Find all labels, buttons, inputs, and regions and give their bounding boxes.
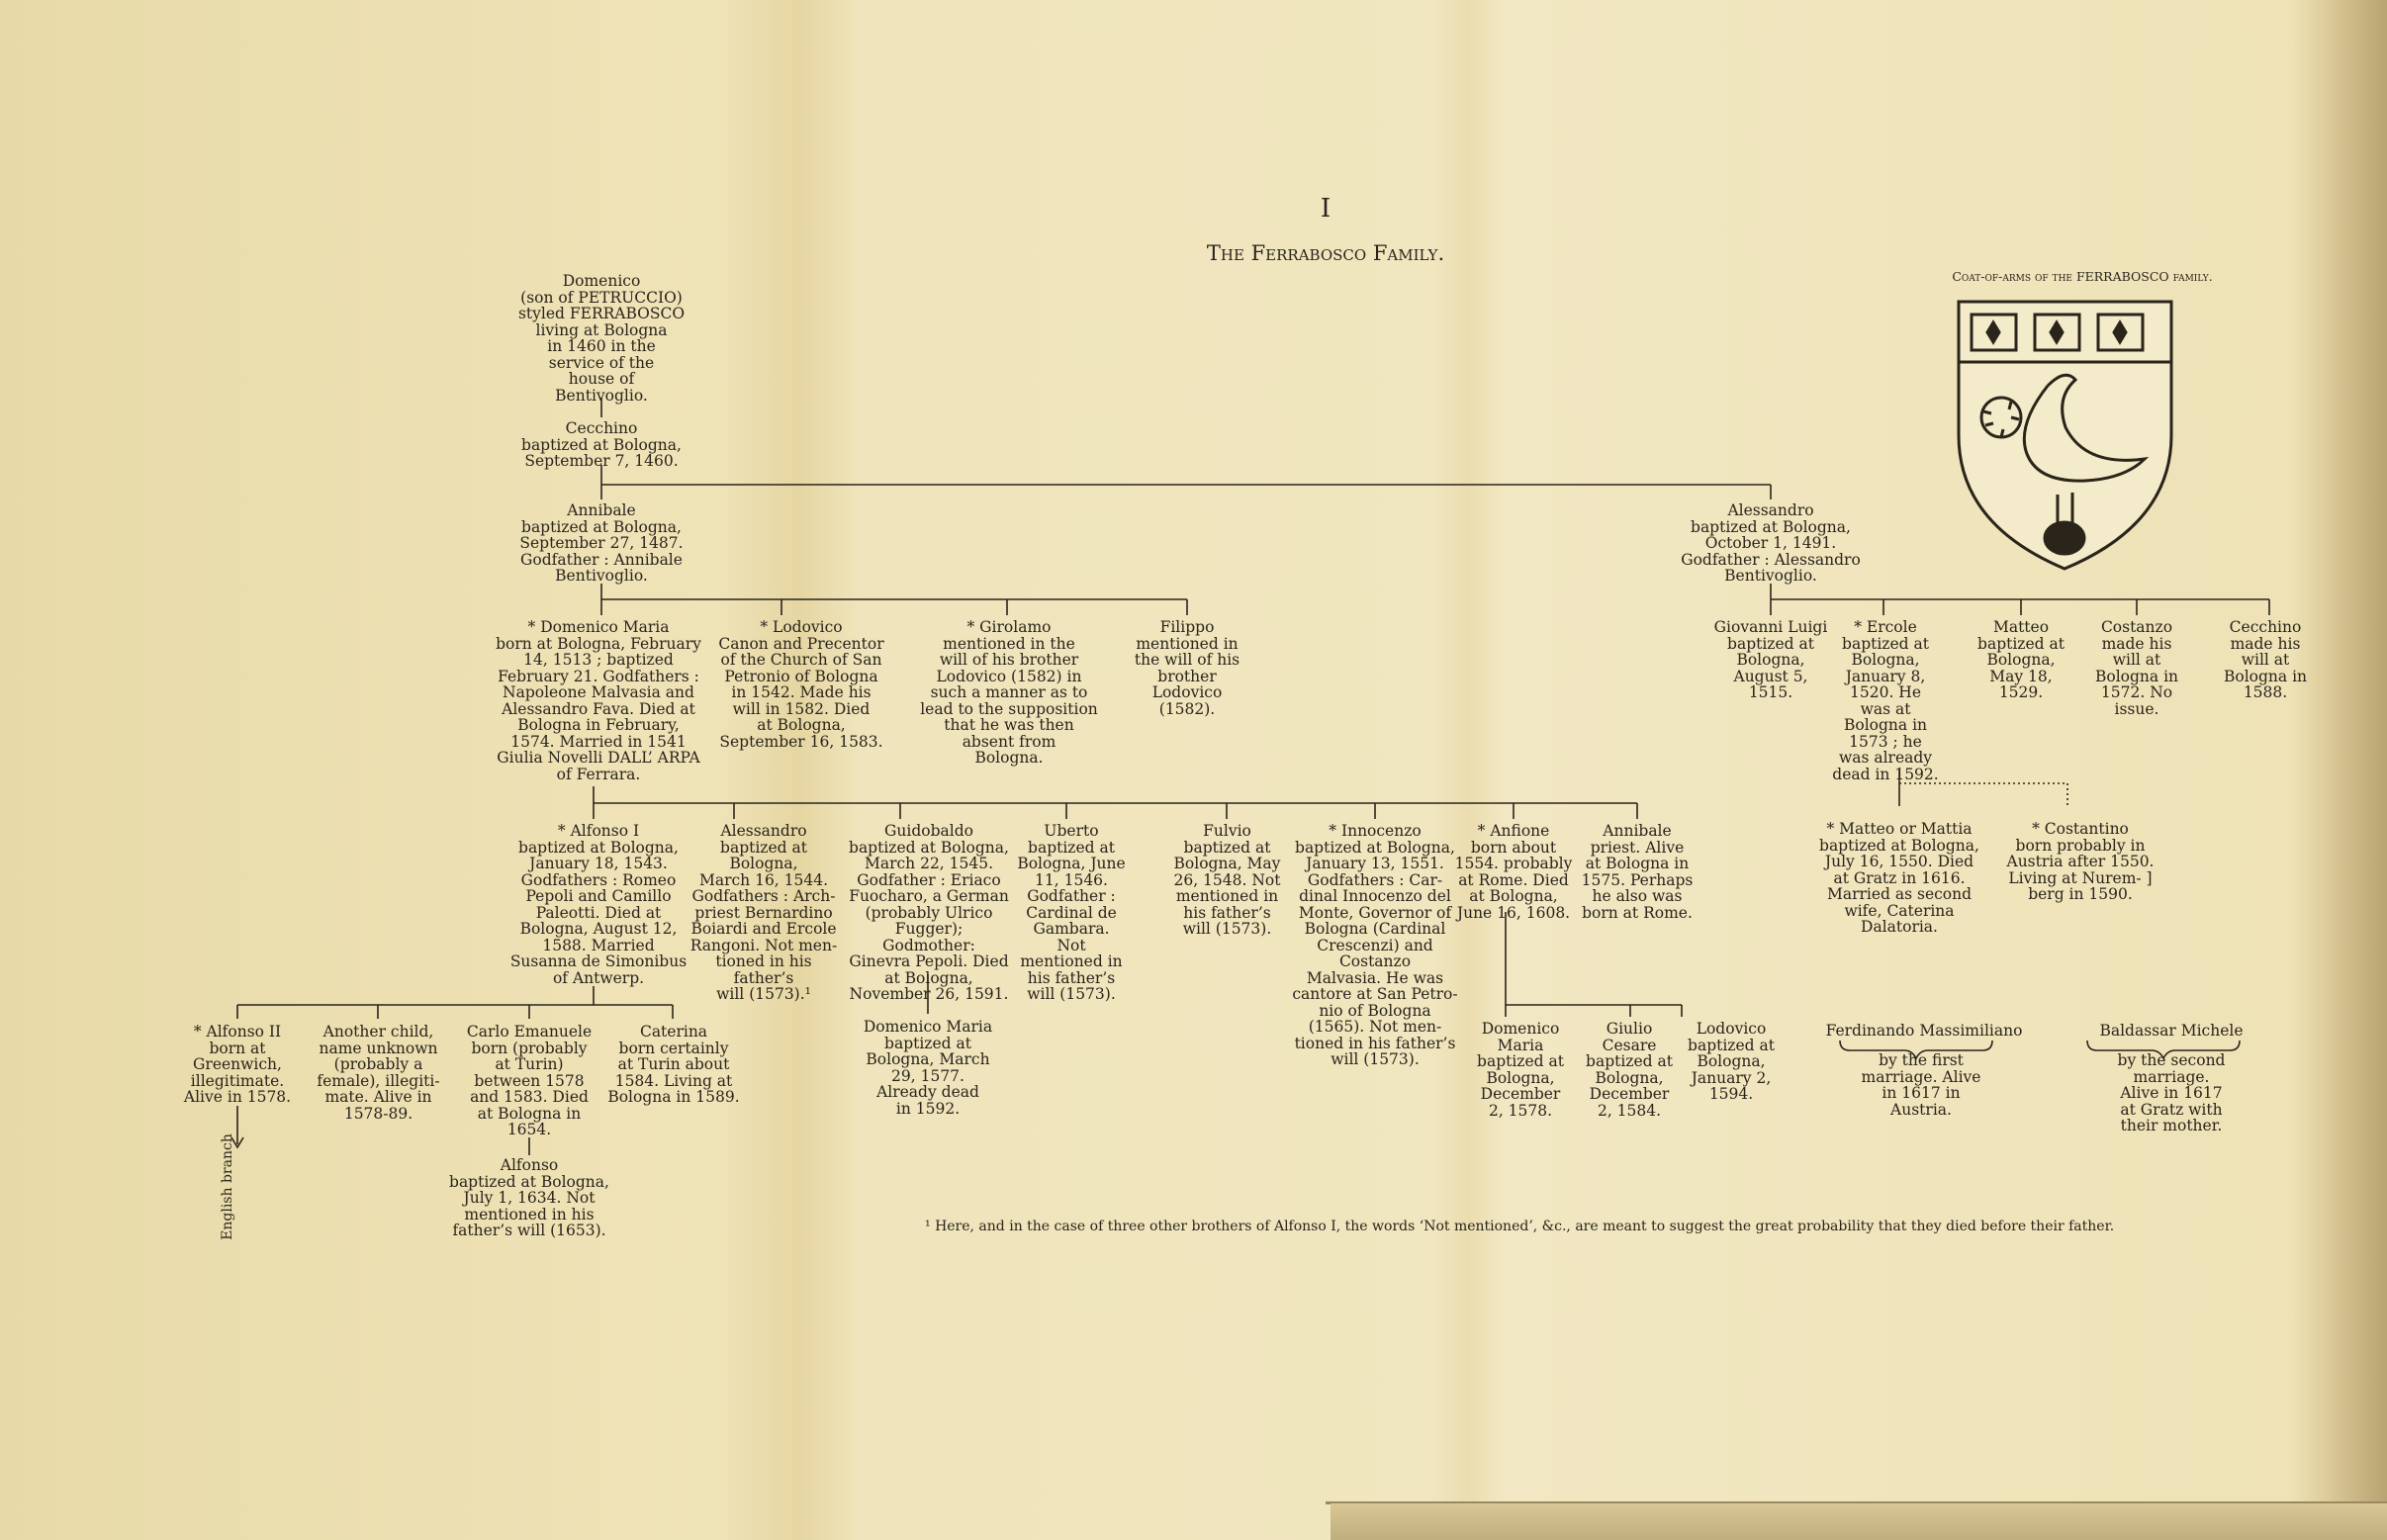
person-alessandro-1544: Alessandro baptized at Bologna, March 16, 1544. Godfathers : Arch- priest Bernardino Boiardi and Ercole Rangoni. Not men- tioned in his father’s will (1573).¹ <box>689 822 838 1003</box>
person-lodovico-1594: Lodovico baptized at Bologna, January 2, 1594. <box>1688 1020 1775 1103</box>
person-lodovico-1583: * Lodovico Canon and Precentor of the Church of San Petronio of Bologna in 1542. Made his will in 1582. Died at Bologna, September 16, 1583. <box>718 618 884 751</box>
person-domenico-maria-1577: Domenico Maria baptized at Bologna, March 29, 1577. Already dead in 1592. <box>863 1018 993 1118</box>
person-fulvio: Fulvio baptized at Bologna, May 26, 1548. Not mentioned in his father’s will (1573). <box>1173 822 1281 938</box>
page-title: The Ferrabosco Family. <box>1206 241 1445 265</box>
note-first-marriage: by the first marriage. Alive in 1617 in Austria. <box>1861 1051 1981 1119</box>
person-costantino: * Costantino born probably in Austria after 1550. Living at Nurem- ] berg in 1590. <box>2006 820 2155 903</box>
person-matteo-1529: Matteo baptized at Bologna, May 18, 1529. <box>1977 618 2065 701</box>
person-carlo-emanuele: Carlo Emanuele born (probably at Turin) between 1578 and 1583. Died at Bologna in 1654. <box>466 1023 593 1138</box>
person-domenico: Domenico (son of PETRUCCIO) styled FERRABOSCO living at Bologna in 1460 in the service of the house of Bentivoglio. <box>517 272 686 405</box>
person-girolamo: * Girolamo mentioned in the will of his brother Lodovico (1582) in such a manner as to lead to the supposition that he was then absent from Bologna. <box>920 618 1098 767</box>
person-annibale-1487: Annibale baptized at Bologna, September 27, 1487. Godfather : Annibale Bentivoglio. <box>519 501 684 585</box>
person-uberto: Uberto baptized at Bologna, June 11, 1546. Godfather : Cardinal de Gambara. Not mentioned in his father’s will (1573). <box>1017 822 1126 1003</box>
person-caterina: Caterina born certainly at Turin about 1584. Living at Bologna in 1589. <box>607 1023 740 1106</box>
person-domenico-maria: * Domenico Maria born at Bologna, February 14, 1513 ; baptized February 21. Godfathers : Napoleone Malvasia and Alessandro Fava. Died at Bologna in February, 1574. Married in 1541 Giulia Novelli DALL’ ARPA of Ferrara. <box>496 618 701 783</box>
person-alfonso-ii: * Alfonso II born at Greenwich, illegitimate. Alive in 1578. <box>183 1023 292 1106</box>
coat-caption: Coat-of-arms of the FERRABOSCO family. <box>1952 269 2213 284</box>
person-alessandro-1491: Alessandro baptized at Bologna, October 1, 1491. Godfather : Alessandro Bentivoglio. <box>1681 501 1861 585</box>
person-matteo-mattia: * Matteo or Mattia baptized at Bologna, July 16, 1550. Died at Gratz in 1616. Married as second wife, Caterina Dalatoria. <box>1819 820 1979 936</box>
person-alfonso-1634: Alfonso baptized at Bologna, July 1, 1634. Not mentioned in his father’s will (1653). <box>449 1156 609 1239</box>
person-cecchino-1460: Cecchino baptized at Bologna, September 7, 1460. <box>521 419 682 470</box>
person-guidobaldo: Guidobaldo baptized at Bologna, March 22, 1545. Godfather : Eriaco Fuocharo, a German (probably Ulrico Fugger); Godmother: Ginevra Pepoli. Died at Bologna, November 26, 1591. <box>849 822 1009 1003</box>
person-another-child: Another child, name unknown (probably a female), illegiti- mate. Alive in 1578-89. <box>317 1023 440 1123</box>
person-annibale-priest: Annibale priest. Alive at Bologna in 1575. Perhaps he also was born at Rome. <box>1581 822 1694 922</box>
person-giulio-cesare: Giulio Cesare baptized at Bologna, December 2, 1584. <box>1586 1020 1673 1120</box>
person-baldassar-michele: Baldassar Michele <box>2099 1022 2244 1040</box>
footnote: ¹ Here, and in the case of three other brothers of Alfonso I, the words ‘Not mentioned’, &c., are meant to suggest the great probability that they died before their father. <box>925 1219 2115 1234</box>
person-alfonso-i: * Alfonso I baptized at Bologna, January 18, 1543. Godfathers : Romeo Pepoli and Camillo Paleotti. Died at Bologna, August 12, 1588. Married Susanna de Simonibus of Antwerp. <box>509 822 688 987</box>
note-second-marriage: by the second marriage. Alive in 1617 at Gratz with their mother. <box>2117 1051 2226 1134</box>
person-innocenzo: * Innocenzo baptized at Bologna, January 13, 1551. Godfathers : Car- dinal Innocenzo del Monte, Governor of Bologna (Cardinal Crescenzi) and Costanzo Malvasia. He was cantore at San Petro- nio of Bologna (1565). Not men- tioned in his father’s will (1573). <box>1292 822 1458 1068</box>
person-domenico-maria-1578: Domenico Maria baptized at Bologna, December 2, 1578. <box>1477 1020 1564 1120</box>
person-anfione: * Anfione born about 1554. probably at Rome. Died at Bologna, June 16, 1608. <box>1454 822 1573 922</box>
person-ferdinando-massimiliano: Ferdinando Massimiliano <box>1825 1022 2023 1040</box>
person-filippo: Filippo mentioned in the will of his brother Lodovico (1582). <box>1134 618 1240 718</box>
english-branch-label: English branch <box>220 1133 235 1240</box>
person-ercole: * Ercole baptized at Bologna, January 8, 1520. He was at Bologna in 1573 ; he was already dead in 1592. <box>1832 618 1939 783</box>
coat-of-arms-icon <box>1954 297 2176 574</box>
person-costanzo: Costanzo made his will at Bologna in 1572. No issue. <box>2094 618 2179 718</box>
person-cecchino-1588: Cecchino made his will at Bologna in 1588. <box>2223 618 2308 701</box>
plate-number: I <box>1320 194 1331 224</box>
person-giovanni-luigi: Giovanni Luigi baptized at Bologna, August 5, 1515. <box>1713 618 1828 701</box>
